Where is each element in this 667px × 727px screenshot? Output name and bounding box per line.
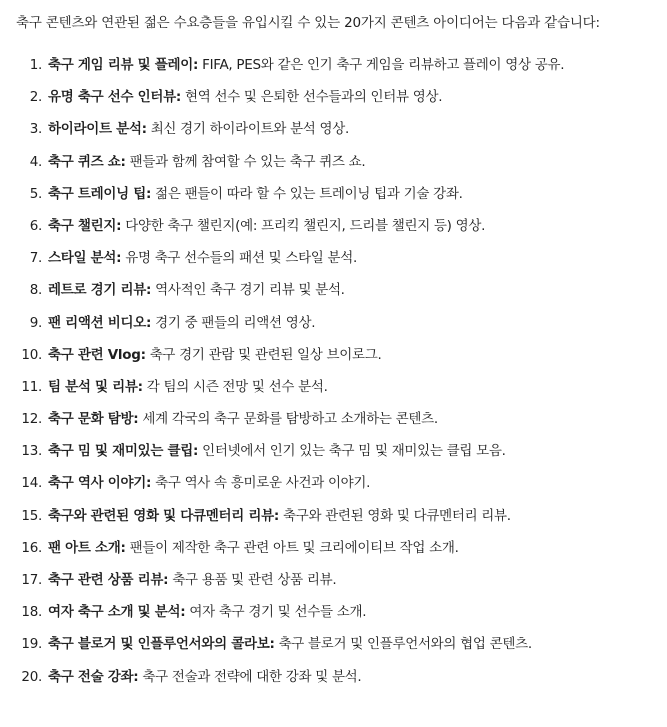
list-item xyxy=(16,246,657,278)
list-item xyxy=(16,278,657,310)
list-item-description: FIFA, PES와 같은 인기 축구 게임을 리뷰하고 플레이 영상 공유. xyxy=(202,57,565,73)
list-item-description: 각 팀의 시즌 전망 및 선수 분석. xyxy=(146,378,328,395)
list-item-description: 여자 축구 경기 및 선수들 소개. xyxy=(189,604,367,621)
list-item-number: 15. xyxy=(21,507,42,524)
list-item xyxy=(16,182,657,214)
list-item-title: 축구 블로거 및 인플루언서와의 콜라보: xyxy=(48,636,275,653)
list-item-number: 14. xyxy=(21,475,42,492)
list-item-number: 10. xyxy=(21,346,42,363)
list-item-number: 5. xyxy=(29,185,42,202)
idea-list xyxy=(16,53,657,697)
list-item xyxy=(16,536,657,568)
list-item xyxy=(16,504,657,536)
list-item xyxy=(16,85,657,117)
list-item-title: 축구 퀴즈 쇼: xyxy=(48,153,126,170)
intro-paragraph: 축구 콘텐츠와 연관된 젊은 수요층들을 유입시킬 수 있는 20가지 콘텐츠 아이디어는 다음과 같습니다: xyxy=(16,15,600,31)
list-item-title: 축구 게임 리뷰 및 플레이: xyxy=(48,57,199,73)
list-item-description: 경기 중 팬들의 리액션 영상. xyxy=(155,314,316,331)
list-item-title: 축구 관련 상품 리뷰: xyxy=(48,572,169,588)
list-item-number: 12. xyxy=(21,411,42,428)
list-item-title: 레트로 경기 리뷰: xyxy=(48,282,152,299)
list-item-title: 스타일 분석: xyxy=(48,250,122,267)
list-item-number: 16. xyxy=(21,539,42,556)
list-item xyxy=(16,375,657,407)
list-item-title: 축구 전술 강좌: xyxy=(48,668,139,685)
list-item-description: 현역 선수 및 은퇴한 선수들과의 인터뷰 영상. xyxy=(184,89,443,106)
list-item-title: 팬 아트 소개: xyxy=(48,539,126,556)
list-item-title: 유명 축구 선수 인터뷰: xyxy=(48,89,181,106)
list-item-title: 팬 리액션 비디오: xyxy=(48,314,152,331)
list-item xyxy=(16,632,657,664)
list-item-title: 축구 트레이닝 팁: xyxy=(48,185,152,202)
list-item-description: 축구와 관련된 영화 및 다큐멘터리 리뷰. xyxy=(282,507,511,524)
list-item-title: 축구 역사 이야기: xyxy=(48,475,152,492)
list-item-description: 유명 축구 선수들의 패션 및 스타일 분석. xyxy=(125,250,358,267)
list-item-description: 최신 경기 하이라이트와 분석 영상. xyxy=(150,121,350,138)
list-item-number: 2. xyxy=(29,89,42,106)
list-item-title: 축구와 관련된 영화 및 다큐멘터리 리뷰: xyxy=(48,507,279,524)
list-item xyxy=(16,439,657,471)
list-item-number: 20. xyxy=(21,668,42,685)
list-item xyxy=(16,311,657,343)
list-item xyxy=(16,214,657,246)
list-item-title: 축구 관련 Vlog: xyxy=(48,346,146,363)
list-item xyxy=(16,600,657,632)
list-item xyxy=(16,407,657,439)
list-item-description: 인터넷에서 인기 있는 축구 밈 및 재미있는 클립 모음. xyxy=(202,443,506,460)
list-item-number: 9. xyxy=(29,314,42,331)
list-item-description: 축구 경기 관람 및 관련된 일상 브이로그. xyxy=(149,346,382,363)
list-item-number: 11. xyxy=(21,378,42,395)
list-item-description: 역사적인 축구 경기 리뷰 및 분석. xyxy=(155,282,345,299)
list-item-title: 여자 축구 소개 및 분석: xyxy=(48,604,186,621)
list-item-number: 1. xyxy=(29,57,42,73)
list-item xyxy=(16,568,657,600)
list-item-number: 3. xyxy=(29,121,42,138)
list-item-number: 17. xyxy=(21,572,42,588)
list-item-description: 세계 각국의 축구 문화를 탐방하고 소개하는 콘텐츠. xyxy=(142,411,438,428)
list-item-number: 8. xyxy=(29,282,42,299)
list-item-title: 축구 밈 및 재미있는 클립: xyxy=(48,443,199,460)
list-item-description: 축구 전술과 전략에 대한 강좌 및 분석. xyxy=(142,668,362,685)
list-item xyxy=(16,343,657,375)
list-item-description: 다양한 축구 챌린지(예: 프리킥 챌린지, 드리블 챌린지 등) 영상. xyxy=(125,217,486,234)
list-item-description: 팬들과 함께 참여할 수 있는 축구 퀴즈 쇼. xyxy=(129,153,366,170)
list-item-description: 축구 블로거 및 인플루언서와의 협업 콘텐츠. xyxy=(278,636,532,653)
list-item xyxy=(16,53,657,85)
list-item-number: 6. xyxy=(29,217,42,234)
list-item-description: 축구 역사 속 흥미로운 사건과 이야기. xyxy=(155,475,371,492)
list-item-title: 하이라이트 분석: xyxy=(48,121,147,138)
list-item-title: 축구 챌린지: xyxy=(48,217,122,234)
list-item-number: 4. xyxy=(29,153,42,170)
list-item-number: 13. xyxy=(21,443,42,460)
list-item-title: 팀 분석 및 리뷰: xyxy=(48,378,143,395)
list-item-title: 축구 문화 탐방: xyxy=(48,411,139,428)
list-item-description: 축구 용품 및 관련 상품 리뷰. xyxy=(172,572,337,588)
list-item xyxy=(16,471,657,503)
list-item xyxy=(16,665,657,697)
list-item-number: 7. xyxy=(29,250,42,267)
list-item-number: 18. xyxy=(21,604,42,621)
list-item-description: 팬들이 제작한 축구 관련 아트 및 크리에이티브 작업 소개. xyxy=(129,539,459,556)
list-item-number: 19. xyxy=(21,636,42,653)
list-item xyxy=(16,117,657,149)
list-item xyxy=(16,150,657,182)
list-item-description: 젊은 팬들이 따라 할 수 있는 트레이닝 팁과 기술 강좌. xyxy=(155,185,463,202)
